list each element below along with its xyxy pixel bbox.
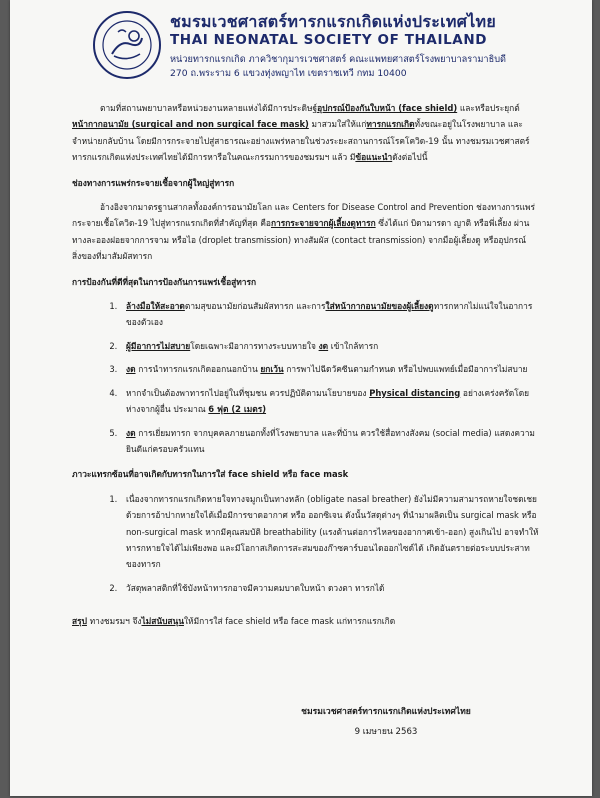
- item-text: การนำทารกแรกเกิดออกนอกบ้าน: [135, 364, 261, 375]
- item-text: ทารกหากไม่แน่ใจในอาการของตัวเอง: [126, 301, 533, 328]
- letterhead: [10, 0, 592, 84]
- prevention-list: [72, 298, 542, 457]
- intro-paragraph: [72, 100, 542, 166]
- item-text: การพาไปฉีดวัคซีนตามกำหนด หรือไปพบแพทย์เมื่อมีอาการไม่สบาย: [283, 364, 528, 375]
- item-text: โดยเฉพาะมีอาการทางระบบหายใจ: [190, 340, 319, 351]
- intro-text: ทั้งขณะอยู่ในโรงพยาบาล และจำหน่ายกลับบ้าน โดยมีการกระจายไปสู่สาธารณะอย่างแพร่หลายในช่วงระยะสถานการณ์โรคโควิด-19 นั้น ทางชมรมเวชศาสตร์ทารกแรกเกิดแห่งประเทศไทยได้มีการหารือในคณะกรรมการของชมรมฯ แล้ว มี: [72, 119, 530, 163]
- emphasis: ผู้มีอาการไม่สบาย: [126, 340, 191, 351]
- item-text: การเยี่ยมทารก จากบุคคลภายนอกทั้งที่โรงพยาบาล และที่บ้าน ควรใช้สื่อทางสังคม (social media) แสดงความยินดีแก่ครอบครัวแทน: [126, 427, 535, 454]
- section-heading-transmission: ช่องทางการแพร่กระจายเชื้อจากผู้ใหญ่สู่ทารก: [72, 177, 235, 188]
- item-text: อย่างเคร่งครัดโดยห่างจากผู้อื่น ประมาณ: [126, 387, 530, 415]
- list-item: [120, 298, 542, 331]
- item-text: หากจำเป็นต้องพาทารกไปอยู่ในที่ชุมชน ควรปฏิบัติตามนโยบายของ: [126, 387, 370, 398]
- conclusion-label: สรุป: [72, 616, 87, 627]
- intro-newborn: ทารกแรกเกิด: [366, 119, 415, 130]
- intro-face-mask: หน้ากากอนามัย (surgical and non surgical face mask): [72, 119, 309, 130]
- emphasis: ยกเว้น: [260, 364, 284, 375]
- intro-recommendation: ข้อแนะนำ: [355, 152, 393, 163]
- transmission-text: อ้างอิงจากมาตรฐานสากลทั้งองค์การอนามัยโลก และ Centers for Disease Control and Prevention ช่องทางการแพร่กระจายเชื้อโควิด-19 ไปสู่ทารกแรกเกิดที่สำคัญที่สุด คือ: [72, 202, 535, 229]
- spacer: [72, 603, 542, 613]
- society-logo-icon: [92, 10, 162, 80]
- emphasis: งด: [126, 427, 136, 438]
- emphasis: ใส่หน้ากากอนามัยของผู้เลี้ยงดู: [325, 301, 434, 312]
- org-name-thai: ชมรมเวชศาสตร์ทารกแรกเกิดแห่งประเทศไทย: [170, 12, 497, 31]
- org-unit: หน่วยทารกแรกเกิด ภาควิชากุมารเวชศาสตร์ คณะแพทยศาสตร์โรงพยาบาลรามาธิบดี: [170, 54, 506, 65]
- emphasis: งด: [318, 340, 329, 351]
- intro-text: ตามที่สถานพยาบาลหรือหน่วยงานหลายแห่งได้มีการประดิษฐ์: [100, 103, 318, 113]
- signature-org: ชมรมเวชศาสตร์ทารกแรกเกิดแห่งประเทศไทย: [301, 707, 471, 717]
- transmission-text: ซึ่งได้แก่ บิดามารดา ญาติ หรือพี่เลี้ยง ผ่านทางละอองฝอยจากการจาม หรือไอ (droplet transmission) ทางสัมผัส (contact transmission) จากมือผู้เลี้ยงดู หรืออุปกรณ์ สิ่งของที่มาสัมผัสทารก: [72, 218, 530, 262]
- list-item: [120, 385, 542, 418]
- document-page: [10, 0, 592, 796]
- letter-body: [72, 100, 542, 630]
- signature-block: [286, 702, 486, 742]
- conclusion-emphasis: ไม่สนับสนุน: [141, 616, 184, 627]
- intro-text: และหรือประยุกต์: [457, 103, 520, 113]
- list-item: [120, 425, 542, 458]
- signature-date: 9 เมษายน 2563: [354, 727, 418, 737]
- list-item: [120, 361, 542, 377]
- list-item: [120, 338, 542, 354]
- item-text: ตามสุขอนามัยก่อนสัมผัสทารก และการ: [184, 301, 326, 312]
- org-name-english: THAI NEONATAL SOCIETY OF THAILAND: [170, 32, 488, 48]
- conclusion-text: ทางชมรมฯ จึง: [86, 616, 142, 627]
- conclusion-paragraph: [72, 613, 542, 629]
- item-text: เข้าใกล้ทารก: [328, 340, 379, 351]
- transmission-caregiver: การกระจายจากผู้เลี้ยงดูทารก: [270, 218, 376, 229]
- emphasis: งด: [126, 364, 136, 375]
- section-heading-prevention: การป้องกันที่ดีที่สุดในการป้องกันการแพร่เชื้อสู่ทารก: [72, 276, 257, 287]
- list-item: 1. เนื่องจากทารกแรกเกิดหายใจทางจมูกเป็นทางหลัก (obligate nasal breather) ยังไม่มีความสามารถหายใจชดเชยด้วยการอ้าปากหายใจได้เมื่อมีการขาดอากาศ หรือ ออกซิเจน ดังนั้นวัสดุต่างๆ ที่นำมาผลิตเป็น surgical mask หรือ non-surgical mask หากมีคุณสมบัติ breathability (แรงต้านต่อการไหลของอากาศเข้า-ออก) สูงเกินไป อาจทำให้ทารกหายใจได้ไม่เพียงพอ และมีโอกาสเกิดการสะสมของก๊าซคาร์บอนไดออกไซด์ได้ เกิดอันตรายต่อระบบประสาทของทารก: [120, 491, 542, 573]
- transmission-paragraph: [72, 199, 542, 265]
- emphasis: ล้างมือให้สะอาด: [126, 301, 185, 312]
- conclusion-text: ให้มีการใส่ face shield หรือ face mask แก่ทารกแรกเกิด: [183, 616, 396, 627]
- intro-text: มาสวมใส่ให้แก่: [308, 119, 367, 130]
- emphasis: Physical distancing: [369, 387, 461, 398]
- section-heading-complications: ภาวะแทรกซ้อนที่อาจเกิดกับทารกในการใส่ face shield หรือ face mask: [72, 469, 349, 480]
- intro-face-shield: อุปกรณ์ป้องกันใบหน้า (face shield): [317, 103, 458, 113]
- emphasis: 6 ฟุต (2 เมตร): [208, 404, 267, 415]
- list-item: 2. วัสดุพลาสติกที่ใช้บังหน้าทารกอาจมีความคมบาดใบหน้า ดวงตา ทารกได้: [120, 580, 542, 596]
- complications-list: [72, 491, 542, 596]
- intro-text: ดังต่อไปนี้: [392, 152, 428, 163]
- org-address: 270 ถ.พระราม 6 แขวงทุ่งพญาไท เขตราชเทวี กทม 10400: [170, 68, 407, 79]
